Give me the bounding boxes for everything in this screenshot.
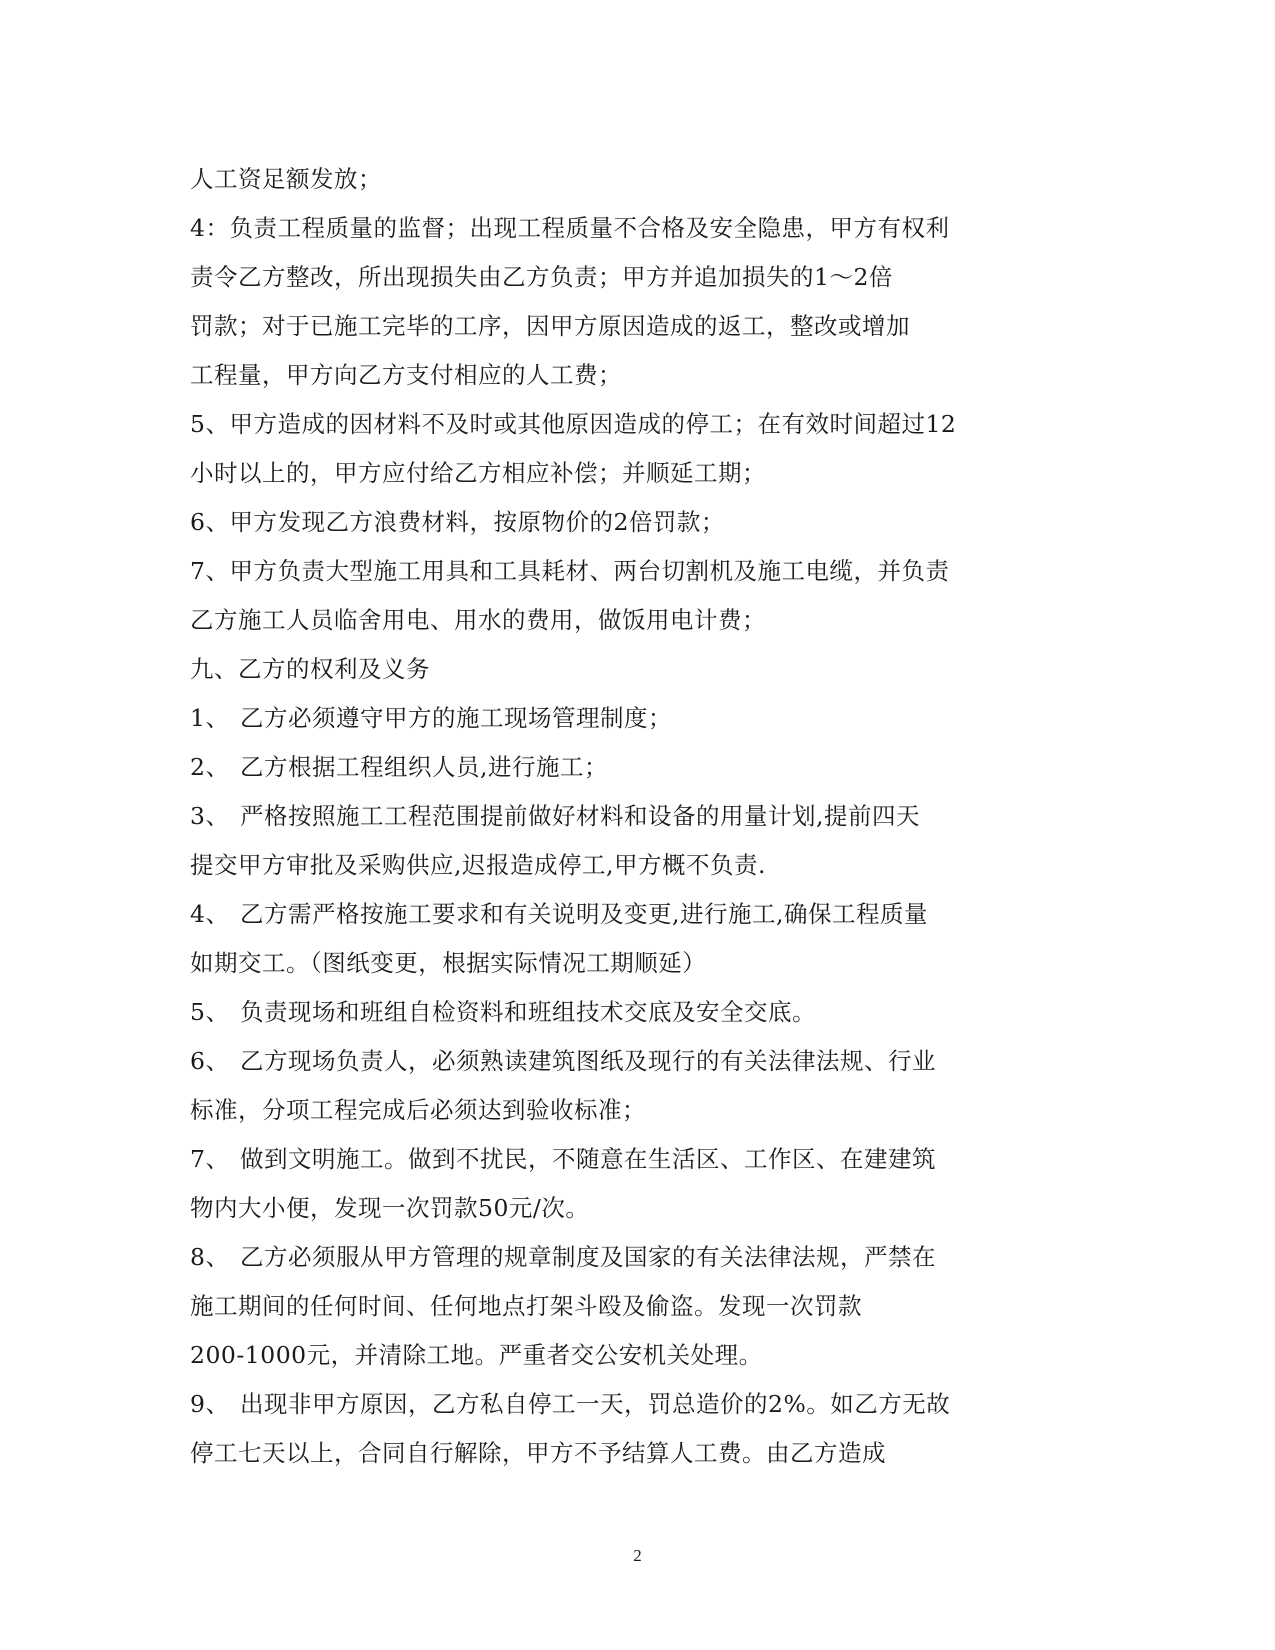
line-text: 200-1000元，并清除工地。严重者交公安机关处理。 [190,1341,763,1369]
text-line [190,302,990,351]
line-text: 6、甲方发现乙方浪费材料，按原物价的2倍罚款； [190,508,725,536]
line-text: 乙方需严格按施工要求和有关说明及变更,进行施工,确保工程质量 [240,900,928,928]
line-text: 乙方现场负责人，必须熟读建筑图纸及现行的有关法律法规、行业 [240,1047,936,1075]
line-text: 小时以上的，甲方应付给乙方相应补偿；并顺延工期； [190,459,766,487]
text-line [190,841,990,890]
text-line [190,1380,990,1429]
document-body [190,155,990,1478]
item-number: 9、 [190,1390,230,1418]
text-line [190,596,990,645]
text-line [190,204,990,253]
item-number: 8、 [190,1243,230,1271]
text-line [190,1037,990,1086]
item-number: 7、 [190,1145,230,1173]
text-line [190,1086,990,1135]
line-text: 做到文明施工。做到不扰民，不随意在生活区、工作区、在建建筑 [240,1145,936,1173]
line-text: 5、甲方造成的因材料不及时或其他原因造成的停工；在有效时间超过12 [190,410,957,438]
item-number: 2、 [190,753,230,781]
line-text: 乙方根据工程组织人员,进行施工； [240,753,608,781]
text-line [190,1233,990,1282]
line-text: 停工七天以上，合同自行解除，甲方不予结算人工费。由乙方造成 [190,1439,886,1467]
text-line [190,694,990,743]
line-text: 乙方必须服从甲方管理的规章制度及国家的有关法律法规，严禁在 [240,1243,936,1271]
line-text: 提交甲方审批及采购供应,迟报造成停工,甲方概不负责. [190,851,766,879]
line-text: 九、乙方的权利及义务 [190,655,430,683]
line-text: 严格按照施工工程范围提前做好材料和设备的用量计划,提前四天 [240,802,920,830]
item-number: 6、 [190,1047,230,1075]
line-text: 7、甲方负责大型施工用具和工具耗材、两台切割机及施工电缆，并负责 [190,557,950,585]
text-line [190,253,990,302]
text-line [190,792,990,841]
text-line [190,498,990,547]
text-line [190,1429,990,1478]
line-text: 乙方施工人员临舍用电、用水的费用，做饭用电计费； [190,606,766,634]
line-text: 4：负责工程质量的监督；出现工程质量不合格及安全隐患，甲方有权利 [190,214,950,242]
line-text: 罚款；对于已施工完毕的工序，因甲方原因造成的返工，整改或增加 [190,312,910,340]
item-number: 3、 [190,802,230,830]
text-line [190,155,990,204]
item-number: 4、 [190,900,230,928]
text-line [190,1184,990,1233]
item-number: 1、 [190,704,230,732]
text-line [190,1331,990,1380]
line-text: 施工期间的任何时间、任何地点打架斗殴及偷盗。发现一次罚款 [190,1292,862,1320]
item-number: 5、 [190,998,230,1026]
line-text: 如期交工。（图纸变更，根据实际情况工期顺延） [190,949,707,977]
line-text: 标准，分项工程完成后必须达到验收标准； [190,1096,646,1124]
line-text: 出现非甲方原因，乙方私自停工一天，罚总造价的2%。如乙方无故 [240,1390,951,1418]
line-text: 工程量，甲方向乙方支付相应的人工费； [190,361,622,389]
page-number: 2 [633,1546,642,1565]
text-line [190,988,990,1037]
text-line [190,890,990,939]
text-line [190,1135,990,1184]
text-line [190,547,990,596]
line-text: 人工资足额发放； [190,165,382,193]
line-text: 乙方必须遵守甲方的施工现场管理制度； [240,704,672,732]
text-line [190,743,990,792]
line-text: 负责现场和班组自检资料和班组技术交底及安全交底。 [240,998,816,1026]
text-line [190,645,990,694]
text-line [190,449,990,498]
line-text: 物内大小便，发现一次罚款50元/次。 [190,1194,590,1222]
text-line [190,351,990,400]
line-text: 责令乙方整改，所出现损失由乙方负责；甲方并追加损失的1～2倍 [190,263,893,291]
text-line [190,939,990,988]
text-line [190,400,990,449]
text-line [190,1282,990,1331]
